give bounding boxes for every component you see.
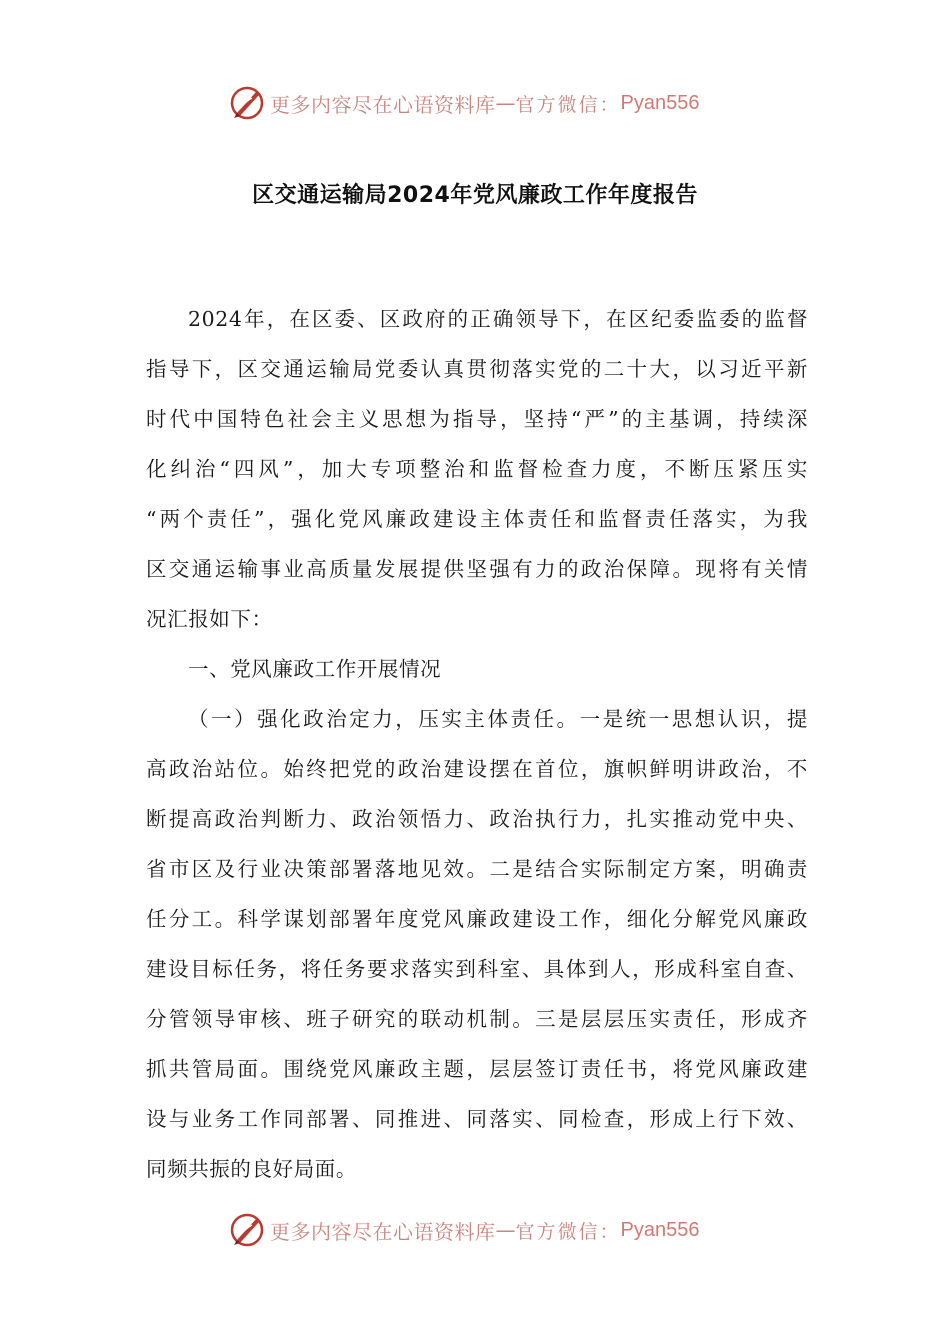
body-line: 建设目标任务，将任务要求落实到科室、具体到人，形成科室自查、 — [146, 957, 808, 981]
banner-main-text: 更多内容尽在心语资料库 — [270, 92, 496, 117]
banner-wechat-id: Pyan556 — [620, 1218, 700, 1241]
body-line: 省市区及行业决策部署落地见效。二是结合实际制定方案，明确责 — [146, 857, 808, 881]
body-line: 化纠治“四风”，加大专项整治和监督检查力度，不断压紧压实 — [146, 457, 808, 481]
body-line: 时代中国特色社会主义思想为指导，坚持“严”的主基调，持续深 — [146, 407, 808, 431]
body-line: 况汇报如下： — [146, 607, 273, 631]
body-line: 设与业务工作同部署、同推进、同落实、同检查，形成上行下效、 — [146, 1107, 808, 1131]
body-line: （一）强化政治定力，压实主体责任。一是统一思想认识，提 — [188, 707, 808, 731]
section-heading: 一、党风廉政工作开展情况 — [188, 657, 442, 681]
banner-wechat-id: Pyan556 — [620, 91, 700, 114]
document-title: 区交通运输局2024年党风廉政工作年度报告 — [252, 183, 698, 208]
banner-wechat-label: 官方微信： — [515, 1220, 621, 1243]
body-line: 断提高政治判断力、政治领悟力、政治执行力，扎实推动党中央、 — [146, 807, 808, 831]
header-banner — [228, 83, 699, 123]
banner-main-text: 更多内容尽在心语资料库 — [270, 1219, 496, 1244]
body-line: 指导下，区交通运输局党委认真贯彻落实党的二十大，以习近平新 — [146, 357, 808, 381]
banner-dash: — — [495, 91, 516, 115]
body-line: 同频共振的良好局面。 — [146, 1157, 357, 1181]
body-line: “两个责任”，强化党风廉政建设主体责任和监督责任落实，为我 — [146, 507, 808, 531]
footer-banner — [228, 1210, 699, 1250]
body-line: 区交通运输事业高质量发展提供坚强有力的政治保障。现将有关情 — [146, 557, 808, 581]
body-line: 高政治站位。始终把党的政治建设摆在首位，旗帜鲜明讲政治，不 — [146, 757, 808, 781]
body-line: 任分工。科学谋划部署年度党风廉政建设工作，细化分解党风廉政 — [146, 907, 808, 931]
body-line: 2024年，在区委、区政府的正确领导下，在区纪委监委的监督 — [188, 307, 808, 331]
banner-dash: — — [495, 1218, 516, 1242]
pen-circle-logo-icon — [228, 84, 266, 122]
pen-circle-logo-icon — [228, 1211, 266, 1249]
banner-wechat-label: 官方微信： — [515, 93, 621, 116]
body-line: 分管领导审核、班子研究的联动机制。三是层层压实责任，形成齐 — [146, 1007, 808, 1031]
document-body — [146, 294, 808, 1194]
body-line: 抓共管局面。围绕党风廉政主题，层层签订责任书，将党风廉政建 — [146, 1057, 808, 1081]
